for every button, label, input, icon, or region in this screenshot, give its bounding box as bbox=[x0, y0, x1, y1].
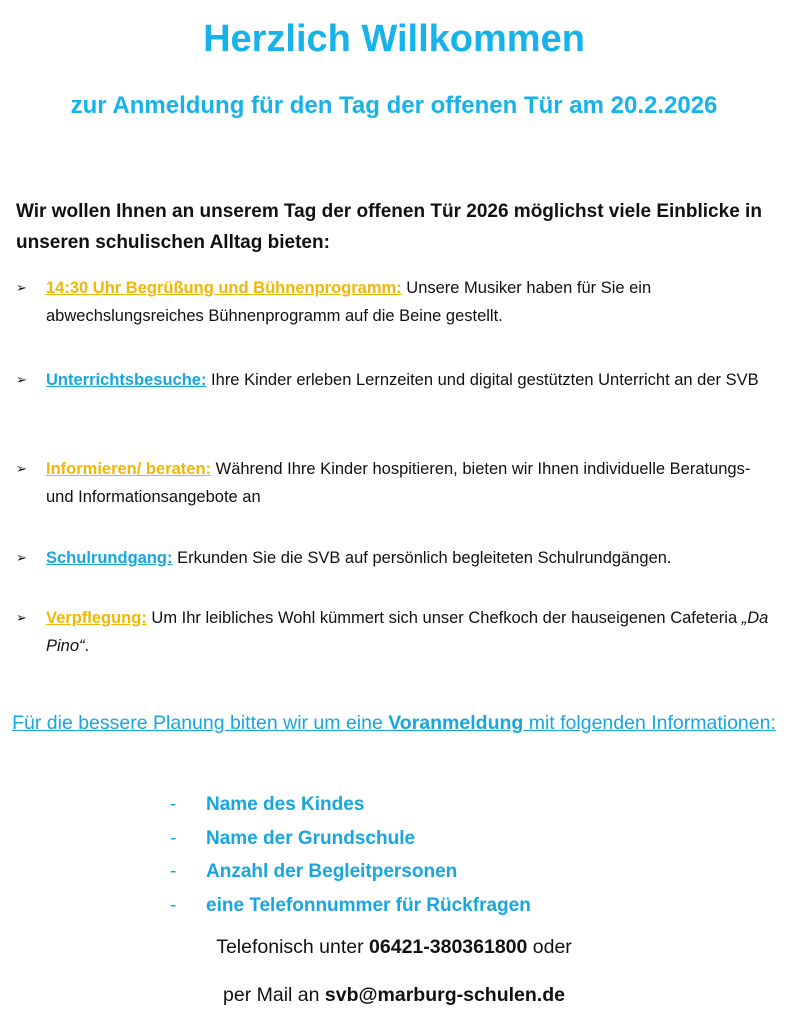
phone-suffix: oder bbox=[527, 936, 572, 958]
program-item-text: Unsere Musiker haben für Sie ein abwechslungsreiches Bühnenprogramm auf die Beine gestellt. bbox=[46, 279, 652, 325]
contact-mail-line bbox=[0, 984, 788, 1007]
cafeteria-name: „Da Pino“ bbox=[46, 609, 769, 655]
dash-bullet: - bbox=[170, 794, 177, 815]
registration-request bbox=[0, 708, 788, 739]
program-item-text: Ihre Kinder erleben Lernzeiten und digital gestützten Unterricht an der SVB bbox=[206, 371, 759, 389]
contact-phone-line bbox=[0, 936, 788, 959]
program-item-label: Unterrichtsbesuche: bbox=[46, 371, 207, 389]
phone-prefix: Telefonisch unter bbox=[216, 936, 370, 958]
page-subtitle: zur Anmeldung für den Tag der offenen Tür am 20.2.2026 bbox=[70, 92, 718, 119]
required-info-list bbox=[170, 788, 531, 922]
required-info-label: Name der Grundschule bbox=[206, 827, 416, 849]
program-item-label: Verpflegung: bbox=[46, 609, 147, 627]
arrowhead-bullet-icon: ➢ bbox=[16, 280, 27, 295]
required-info-item bbox=[170, 788, 531, 822]
required-info-label: Name des Kindes bbox=[206, 794, 365, 815]
program-item-label: Informieren/ beraten: bbox=[46, 460, 212, 478]
email-address[interactable]: svb@marburg-schulen.de bbox=[324, 984, 565, 1006]
dash-bullet: - bbox=[170, 894, 177, 916]
arrowhead-bullet-icon: ➢ bbox=[16, 461, 27, 476]
mail-prefix: per Mail an bbox=[223, 984, 325, 1006]
arrowhead-bullet-icon: ➢ bbox=[16, 550, 27, 565]
program-item-text: Während Ihre Kinder hospitieren, bieten wir Ihnen individuelle Beratungs- und Informationsangebote an bbox=[46, 460, 751, 506]
intro-text: Wir wollen Ihnen an unserem Tag der offenen Tür 2026 möglichst viele Einblicke in unseren schulischen Alltag bieten: bbox=[16, 201, 762, 253]
dash-bullet: - bbox=[170, 861, 177, 882]
pre-registration-emphasis: Voranmeldung bbox=[388, 712, 524, 734]
program-item-label: 14:30 Uhr Begrüßung und Bühnenprogramm: bbox=[46, 279, 402, 297]
arrowhead-bullet-icon: ➢ bbox=[16, 610, 27, 625]
registration-request-prefix: Für die bessere Planung bitten wir um eine bbox=[12, 712, 389, 734]
required-info-item bbox=[170, 889, 531, 923]
program-item-text: Um Ihr leibliches Wohl kümmert sich unser Chefkoch der hauseigenen Cafeteria bbox=[146, 609, 742, 627]
required-info-label: Anzahl der Begleitpersonen bbox=[206, 861, 458, 882]
dash-bullet: - bbox=[170, 827, 177, 849]
page-title: Herzlich Willkommen bbox=[203, 18, 585, 60]
required-info-label: eine Telefonnummer für Rückfragen bbox=[206, 894, 531, 916]
program-item-text: Erkunden Sie die SVB auf persönlich begleiteten Schulrundgängen. bbox=[172, 549, 672, 567]
program-item-label: Schulrundgang: bbox=[46, 549, 173, 567]
program-item-text-end: . bbox=[84, 637, 90, 655]
registration-request-suffix: mit folgenden Informationen: bbox=[523, 712, 776, 734]
phone-number[interactable]: 06421-380361800 bbox=[369, 936, 528, 958]
required-info-item bbox=[170, 822, 531, 856]
arrowhead-bullet-icon: ➢ bbox=[16, 372, 27, 387]
required-info-item bbox=[170, 855, 531, 889]
